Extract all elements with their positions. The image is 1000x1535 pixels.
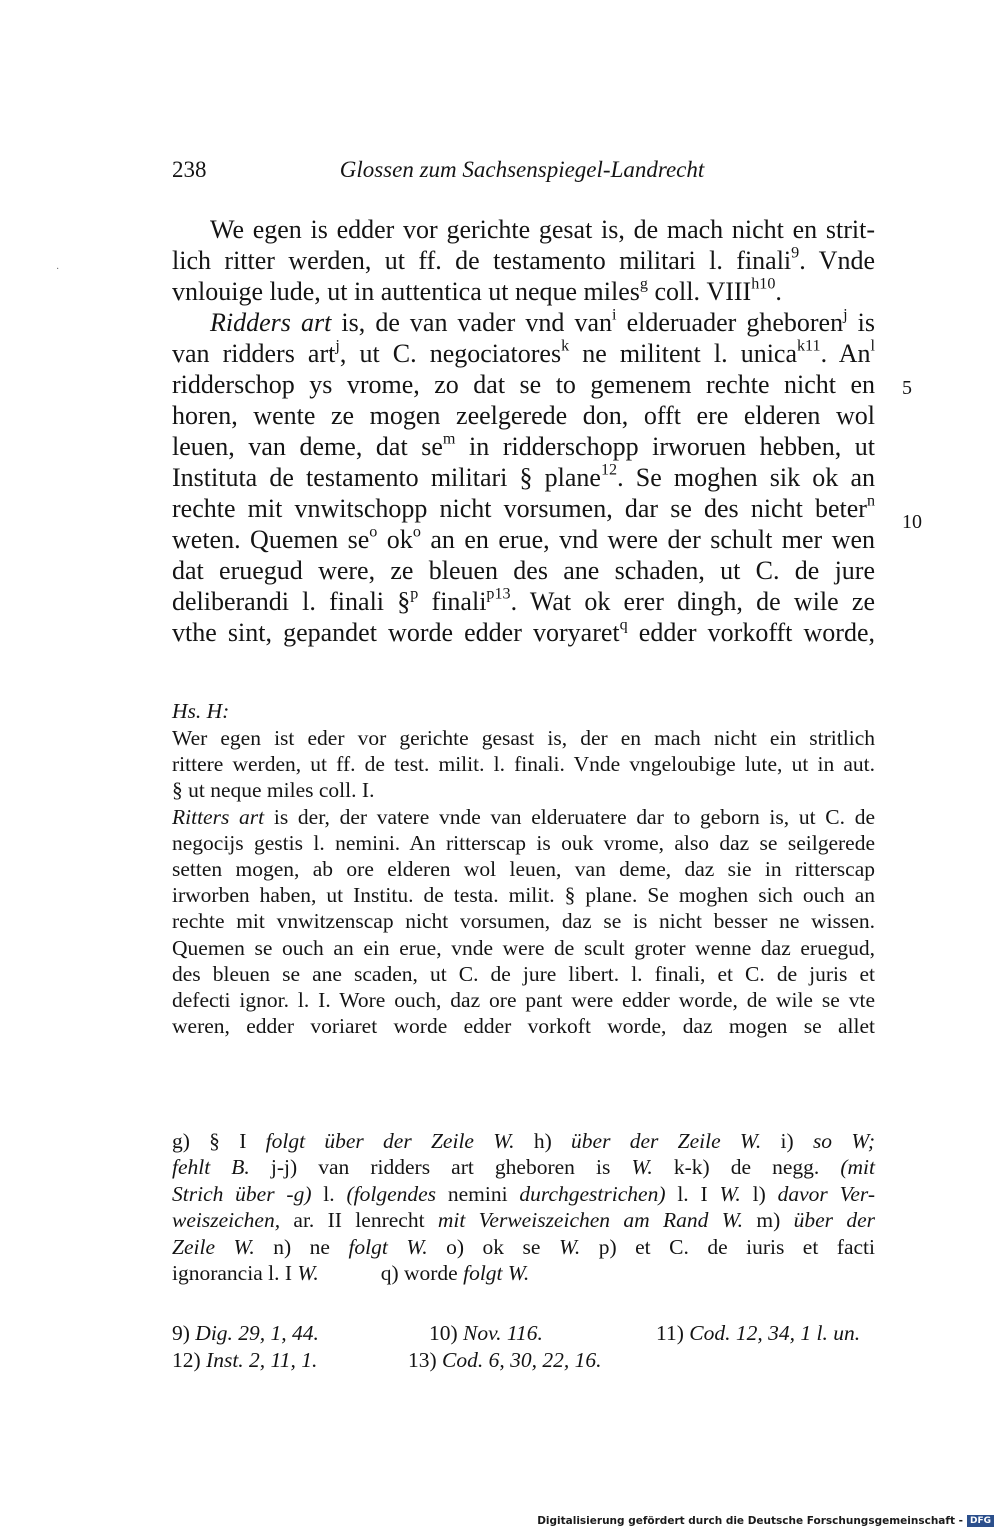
main-line: deliberandi l. finali §$^p$ finali$^{p13}$. Wat ok erer dingh, de wile ze — [172, 585, 875, 616]
main-line: van ridders art$^j$, ut C. negociatores$^k$ ne militent l. unica$^{k11}$. An$^l$ — [172, 337, 876, 368]
manuscript-line: irworben haben, ut Institu. de testa. milit. § plane. Se moghen sich ouch an — [172, 883, 875, 908]
main-line: vnlouige lude, ut in auttentica ut neque miles$^g$ coll. $VIII^{h10}$. — [172, 275, 782, 306]
main-line: weten. Quemen $se^o$ $ok^o$ an en erue, vnd were der schult mer wen — [172, 523, 876, 554]
apparatus-line: ignorancia l. I W. q) worde folgt W. — [172, 1260, 530, 1285]
source-ref-9: 9) Dig. 29, 1, 44. — [172, 1321, 319, 1345]
manuscript-line: Quemen se ouch an ein erue, vnde were de scult groter wenne daz eruegud, — [172, 935, 875, 960]
main-line: leuen, van deme, dat $se^m$ in ridderschopp irworuen hebben, ut — [172, 430, 876, 461]
manuscript-line: rechte mit vnwitzenscap nicht vorsumen, daz se is nicht besser ne wissen. — [172, 909, 875, 934]
main-line: rechte mit vnwitschopp nicht vorsumen, dar se des nicht beter$^n$ — [172, 492, 875, 523]
main-line: Ridders art is, de van vader vnd van$^i$ elderuader gheboren$^j$ is — [210, 306, 875, 337]
manuscript-line: rittere werden, ut ff. de test. milit. l. finali. Vnde vngeloubige lute, ut in aut. — [172, 752, 875, 777]
source-ref-10: 10) Nov. 116. — [429, 1321, 543, 1345]
apparatus-line: fehlt B. j-j) van ridders art gheboren is W. k-k) de negg. (mit — [172, 1155, 876, 1180]
line-number: 5 — [902, 377, 912, 399]
source-references — [172, 1320, 875, 1374]
main-line: vthe sint, gepandet worde edder voryaret$^q$ edder vorkofft worde, — [172, 616, 875, 647]
manuscript-line: Wer egen ist eder vor gerichte gesast is, der en mach nicht ein stritlich — [172, 726, 875, 750]
main-line: horen, wente ze mogen zeelgerede don, offt ere elderen wol — [172, 401, 875, 430]
manuscript-label: Hs. H: — [172, 699, 230, 723]
manuscript-line: defecti ignor. l. I. Wore ouch, daz ore pant were edder worde, de wile se vte — [172, 987, 875, 1012]
digitization-notice: Digitalisierung gefördert durch die Deutsche Forschungsgemeinschaft - — [537, 1515, 963, 1527]
source-ref-13: 13) Cod. 6, 30, 22, 16. — [408, 1348, 602, 1372]
source-line — [172, 1320, 875, 1347]
apparatus-line: Zeile W. n) ne folgt W. o) ok se W. p) et C. de iuris et facti — [172, 1234, 875, 1259]
source-ref-11: 11) Cod. 12, 34, 1 l. un. — [656, 1321, 861, 1345]
margin-mark: · — [56, 264, 60, 275]
main-line: ridderschop ys vrome, zo dat se to gemenem rechte nicht en — [172, 370, 875, 399]
main-line: dat eruegud were, ze bleuen des ane schaden, ut C. de jure — [172, 556, 875, 585]
main-line: lich ritter werden, ut ff. de testamento militari l. finali$^9$. Vnde — [172, 244, 875, 275]
manuscript-line: des bleuen se ane scaden, ut C. de jure libert. l. finali, et C. de juris et — [172, 961, 875, 986]
manuscript-line: § ut neque miles coll. I. — [172, 778, 375, 803]
main-line: Instituta de testamento militari § plane$^{12}$. Se moghen sik ok an — [172, 461, 875, 492]
source-line — [172, 1347, 875, 1374]
page-header — [172, 157, 872, 189]
digitization-footer — [537, 1515, 994, 1527]
manuscript-h-block — [172, 698, 875, 1039]
manuscript-line: weren, edder voriaret worde edder vorkoft worde, daz mogen se allet — [172, 1014, 875, 1039]
dfg-logo: DFG — [967, 1515, 994, 1527]
main-text-block — [172, 214, 875, 648]
main-line: We egen is edder vor gerichte gesat is, de mach nicht en strit- — [210, 215, 875, 244]
source-ref-12: 12) Inst. 2, 11, 1. — [172, 1348, 318, 1372]
manuscript-line: Ritters art is der, der vatere vnde van elderuatere dar to geborn is, ut C. de — [172, 804, 875, 829]
apparatus-line: weiszeichen, ar. II lenrecht mit Verweiszeichen am Rand W. m) über der — [172, 1208, 875, 1233]
critical-apparatus — [172, 1128, 875, 1286]
manuscript-line: negocijs gestis l. nemini. An ritterscap is ouk vrome, also daz se seilgerede — [172, 830, 875, 855]
apparatus-line: Strich über -g) l. (folgendes nemini durchgestrichen) l. I W. l) davor Ver- — [172, 1181, 875, 1206]
line-number: 10 — [902, 511, 922, 533]
page-number: 238 — [172, 157, 207, 182]
manuscript-line: setten mogen, ab ore elderen wol leuen, van deme, daz sie in ritterscap — [172, 856, 875, 881]
running-title: Glossen zum Sachsenspiegel-Landrecht — [339, 157, 705, 182]
apparatus-line: g) § I folgt über der Zeile W. h) über der Zeile W. i) so W; — [172, 1129, 876, 1153]
